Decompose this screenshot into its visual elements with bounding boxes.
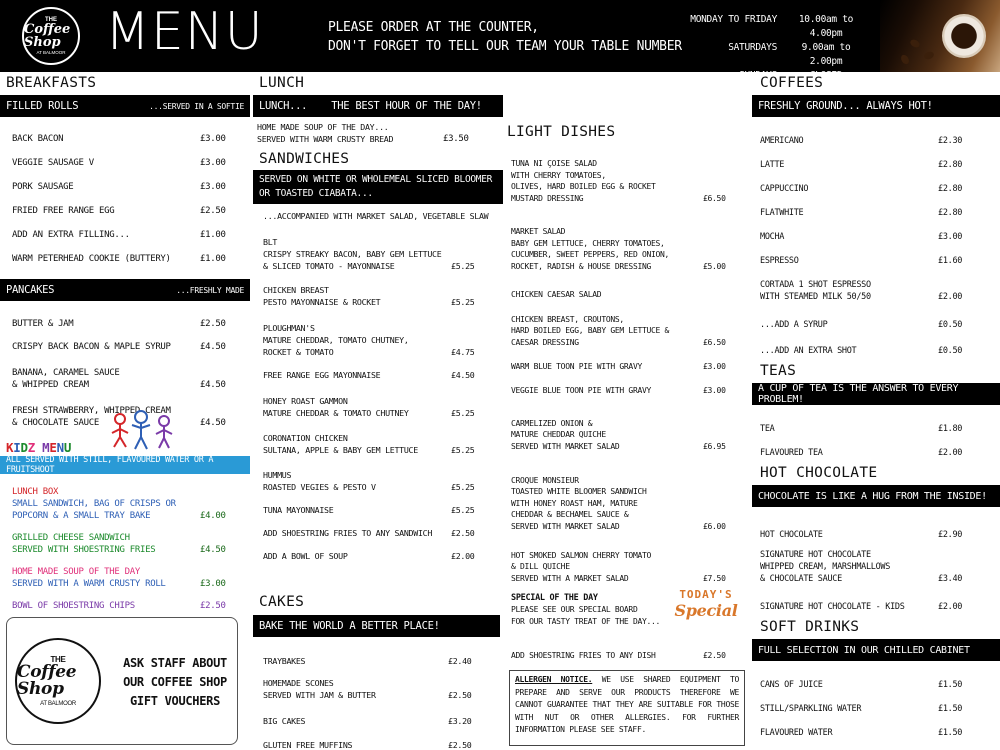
teas-bar (752, 383, 1000, 405)
menu-item (760, 147, 994, 171)
item-name: TUNA NI ÇOISE SALAD (511, 159, 597, 168)
item-name: CAPPUCCINO (760, 184, 809, 194)
menu-item (760, 267, 994, 303)
menu-item (760, 219, 994, 243)
item-name: TEA (760, 424, 775, 434)
bar-title: PANCAKES (6, 284, 55, 296)
bar-title: CHOCOLATE IS LIKE A HUG FROM THE INSIDE! (758, 490, 987, 502)
menu-item (6, 590, 244, 612)
sandwiches-list (253, 204, 503, 562)
item-name: CROQUE MONSIEUR (511, 475, 579, 485)
item-name: CORTADA 1 SHOT ESPRESSO (760, 280, 871, 290)
voucher-line: OUR COFFEE SHOP (123, 675, 227, 689)
lunch-bar (253, 95, 503, 117)
menu-item (257, 121, 497, 145)
sandwich-note: ...ACCOMPANIED WITH MARKET SALAD, VEGETABLE SLAW (263, 211, 489, 221)
bar-note: ...FRESHLY MADE (176, 285, 244, 295)
voucher-line: ASK STAFF ABOUT (123, 656, 227, 670)
menu-item (6, 330, 244, 353)
item-name: FREE RANGE EGG MAYONNAISE (263, 370, 381, 380)
item-price: £0.50 (938, 346, 963, 356)
item-price: £3.20 (448, 716, 472, 726)
item-desc: CUCUMBER, SWEET PEPPERS, RED ONION, (511, 250, 670, 259)
item-name: SIGNATURE HOT CHOCOLATE - KIDS (760, 602, 905, 612)
item-desc: BABY GEM LETTUCE, CHERRY TOMATOES, (511, 238, 665, 248)
order-instructions (328, 18, 682, 56)
item-name: ESPRESSO (760, 256, 799, 266)
item-price: £6.50 (703, 193, 726, 203)
column-lunch (253, 72, 503, 750)
menu-item (263, 272, 497, 308)
item-desc: MATURE CHEDDAR, TOMATO CHUTNEY, (263, 335, 409, 345)
bar-title: ALL SERVED WITH STILL, FLAVOURED WATER OR A FRUITSHOOT (6, 455, 214, 475)
menu-item (6, 193, 244, 217)
item-price: £2.90 (938, 530, 963, 540)
item-price: £5.25 (451, 297, 475, 307)
kidz-bar (0, 456, 250, 474)
section-title-hot-chocolate: HOT CHOCOLATE (760, 465, 878, 481)
item-name: BLT (263, 237, 278, 247)
menu-item (6, 556, 244, 590)
item-name: LUNCH BOX (12, 487, 59, 497)
item-name: GLUTEN FREE MUFFINS (263, 740, 353, 750)
hot-chocolate-list (752, 507, 1000, 613)
item-price: £1.60 (938, 256, 963, 266)
item-desc: & SLICED TOMATO - MAYONNAISE (263, 261, 395, 271)
item-name: HONEY ROAST GAMMON (263, 396, 348, 406)
special-of-the-day (511, 588, 749, 640)
soft-drinks-bar (752, 639, 1000, 661)
item-name: VEGGIE BLUE TOON PIE WITH GRAVY (511, 385, 652, 395)
item-desc: SULTANA, APPLE & BABY GEM LETTUCE (263, 445, 418, 455)
section-title-cakes: CAKES (259, 594, 305, 610)
menu-item (6, 217, 244, 241)
bar-title: SERVED ON WHITE OR WHOLEMEAL SLICED BLOOMER (259, 174, 493, 185)
menu-item (511, 406, 745, 452)
filled-rolls-bar (0, 95, 250, 117)
item-price: £1.50 (938, 728, 963, 738)
item-price: £4.00 (200, 511, 226, 521)
allergen-label: ALLERGEN NOTICE. (515, 675, 593, 684)
item-price: £2.80 (938, 208, 963, 218)
menu-item (760, 435, 994, 459)
sandwiches-bar (253, 170, 503, 204)
item-desc: SERVED WITH JAM & BUTTER (263, 690, 376, 700)
menu-item (263, 358, 497, 381)
menu-item (263, 419, 497, 456)
bar-title: OR TOASTED CIABATA... (259, 188, 373, 199)
item-name: BIG CAKES (263, 716, 306, 726)
hours-time: 9.00am to 2.00pm (801, 42, 851, 67)
item-desc: SERVED WITH MARKET SALAD (511, 441, 620, 451)
stick-figures-icon (108, 409, 178, 453)
item-price: £4.50 (200, 418, 226, 428)
item-price: £5.00 (703, 261, 726, 271)
menu-item (760, 303, 994, 331)
menu-item (263, 516, 497, 539)
hours-time: CLOSED (809, 70, 843, 81)
item-name: PORK SAUSAGE (12, 182, 74, 192)
menu-item (263, 701, 494, 727)
item-name: BANANA, CARAMEL SAUCE (12, 368, 120, 378)
item-name: ADD SHOESTRING FRIES TO ANY SANDWICH (263, 528, 433, 538)
item-name: WARM PETERHEAD COOKIE (BUTTERY) (12, 254, 171, 264)
item-price: £4.50 (200, 342, 226, 352)
menu-item (760, 243, 994, 267)
hours-day: SUNDAYS (739, 70, 777, 81)
item-name: CORONATION CHICKEN (263, 433, 348, 443)
item-desc: ROCKET, RADISH & HOUSE DRESSING (511, 261, 652, 271)
page-title: MENU (105, 2, 264, 62)
item-name: CHICKEN BREAST, CROUTONS, (511, 314, 624, 324)
item-name: HOME MADE SOUP OF THE DAY (12, 567, 140, 577)
bar-note: ...SERVED IN A SOFTIE (149, 101, 244, 111)
item-price: £5.25 (451, 445, 475, 455)
section-title-sandwiches: SANDWICHES (259, 151, 350, 167)
item-price: £4.50 (200, 380, 226, 390)
item-name: SIGNATURE HOT CHOCOLATE (760, 550, 871, 560)
menu-item (6, 480, 244, 522)
item-name: FLAVOURED WATER (760, 728, 833, 738)
menu-item (760, 411, 994, 435)
item-name: HOT SMOKED SALMON CHERRY TOMATO (511, 550, 652, 560)
item-price: £2.00 (938, 602, 963, 612)
item-name: VEGGIE SAUSAGE V (12, 158, 94, 168)
item-desc: CHEDDAR & BECHAMEL SAUCE & (511, 510, 629, 519)
item-price: £2.50 (448, 690, 472, 700)
menu-item (6, 241, 244, 265)
filled-rolls-list (0, 117, 250, 265)
bar-title: FULL SELECTION IN OUR CHILLED CABINET (758, 644, 970, 656)
item-price: £4.75 (451, 347, 475, 357)
special-desc: PLEASE SEE OUR SPECIAL BOARD (511, 605, 638, 614)
column-breakfasts (0, 72, 250, 708)
item-desc: & CHOCOLATE SAUCE (760, 574, 842, 584)
cakes-bar (253, 615, 500, 637)
item-desc: POPCORN & A SMALL TRAY BAKE (12, 511, 151, 521)
item-price: £0.50 (938, 320, 963, 330)
menu-item (760, 715, 994, 739)
item-price: £2.80 (938, 184, 963, 194)
item-price: £1.00 (200, 254, 226, 264)
item-price: £2.00 (451, 551, 475, 561)
item-price: £2.30 (938, 136, 963, 146)
item-desc: MUSTARD DRESSING (511, 193, 584, 203)
menu-item (760, 171, 994, 195)
coffee-shop-logo (22, 7, 80, 65)
item-name: FRESH STRAWBERRY, WHIPPED CREAM (12, 406, 171, 416)
badge-bottom: Special (674, 601, 738, 620)
menu-item (6, 145, 244, 169)
item-price: £4.50 (200, 545, 226, 555)
section-title-breakfasts: BREAKFASTS (6, 75, 97, 91)
item-price: £5.25 (451, 482, 475, 492)
item-name: MOCHA (760, 232, 785, 242)
menu-item (511, 274, 745, 300)
menu-item (760, 691, 994, 715)
menu-item (263, 493, 497, 516)
bar-title: BAKE THE WORLD A BETTER PLACE! (259, 620, 440, 632)
order-line-2: DON'T FORGET TO TELL OUR TEAM YOUR TABLE NUMBER (328, 39, 682, 54)
item-name: FRIED FREE RANGE EGG (12, 206, 115, 216)
item-desc: MATURE CHEDDAR QUICHE (511, 430, 606, 439)
lunch-list (253, 117, 503, 145)
item-price: £1.50 (938, 680, 963, 690)
menu-item (511, 466, 745, 532)
item-name: TRAYBAKES (263, 656, 306, 666)
menu-item (263, 230, 497, 272)
badge-top: TODAY'S (679, 588, 733, 601)
item-name: ...ADD AN EXTRA SHOT (760, 346, 857, 356)
special-title: SPECIAL OF THE DAY (511, 593, 598, 603)
item-price: £2.50 (703, 651, 726, 660)
item-price: £3.00 (200, 158, 226, 168)
menu-item (760, 331, 994, 357)
item-name: BOWL OF SHOESTRING CHIPS (12, 601, 135, 611)
menu-item (760, 195, 994, 219)
menu-item (760, 541, 994, 585)
menu-item (263, 539, 497, 562)
menu-item (263, 381, 497, 419)
teas-list (752, 405, 1000, 459)
item-name: HOT CHOCOLATE (760, 530, 823, 540)
item-name: CHICKEN BREAST (263, 285, 329, 295)
item-price: £6.00 (703, 521, 726, 531)
light-dishes-list (503, 146, 753, 584)
item-price: £2.00 (938, 292, 963, 302)
hours-time: 10.00am to 4.00pm (798, 14, 854, 39)
item-name: CRISPY BACK BACON & MAPLE SYRUP (12, 342, 171, 352)
item-name: PLOUGHMAN'S (263, 323, 315, 333)
menu-header (0, 0, 1000, 81)
menu-item (263, 456, 497, 493)
order-line-1: PLEASE ORDER AT THE COUNTER, (328, 20, 539, 35)
item-desc: & DILL QUICHE (511, 562, 570, 571)
item-name: WARM BLUE TOON PIE WITH GRAVY (511, 361, 642, 371)
item-desc: CAESAR DRESSING (511, 337, 579, 347)
coffees-bar (752, 95, 1000, 117)
item-name: TUNA MAYONNAISE (263, 505, 334, 515)
item-name: STILL/SPARKLING WATER (760, 704, 862, 714)
menu-item (6, 121, 244, 145)
item-desc: WHIPPED CREAM, MARSHMALLOWS (760, 562, 891, 572)
item-price: £7.50 (703, 573, 726, 583)
menu-item (760, 667, 994, 691)
item-name: CHICKEN CAESAR SALAD (511, 289, 602, 299)
item-price: £1.00 (200, 230, 226, 240)
item-name: HOME MADE SOUP OF THE DAY... (257, 122, 389, 132)
item-price: £3.00 (200, 134, 226, 144)
item-price: £2.40 (448, 656, 472, 666)
item-name: FLATWHITE (760, 208, 804, 218)
item-name: MARKET SALAD (511, 227, 566, 236)
item-name: GRILLED CHEESE SANDWICH (12, 533, 130, 543)
kidz-header (0, 435, 250, 455)
menu-item (511, 372, 745, 396)
item-name: ...ADD A SYRUP (760, 320, 828, 330)
item-price: £5.25 (451, 505, 475, 515)
item-price: £3.00 (938, 232, 963, 242)
item-name: ADD SHOESTRING FRIES TO ANY DISH (511, 651, 656, 660)
item-price: £2.50 (200, 206, 226, 216)
item-desc: MATURE CHEDDAR & TOMATO CHUTNEY (263, 408, 409, 418)
menu-item (263, 308, 497, 358)
bar-title: LUNCH... THE BEST HOUR OF THE DAY! (259, 100, 482, 112)
item-name: CANS OF JUICE (760, 680, 823, 690)
item-price: £2.50 (448, 740, 472, 750)
menu-item (511, 348, 745, 372)
menu-item (511, 650, 745, 662)
menu-item (263, 727, 494, 750)
item-price: £2.00 (938, 448, 963, 458)
menu-item (760, 513, 994, 541)
column-light-dishes (503, 72, 753, 734)
item-price: £3.40 (938, 574, 963, 584)
item-name: HUMMUS (263, 470, 292, 480)
coffees-list (752, 117, 1000, 357)
item-price: £2.50 (200, 319, 226, 329)
item-name: FLAVOURED TEA (760, 448, 823, 458)
bar-title: FILLED ROLLS (6, 100, 79, 112)
menu-item (511, 146, 745, 204)
hot-chocolate-bar (752, 485, 1000, 507)
item-desc: SERVED WITH A MARKET SALAD (511, 573, 629, 583)
section-title-teas: TEAS (760, 363, 797, 379)
item-name: ADD AN EXTRA FILLING... (12, 230, 130, 240)
voucher-line: GIFT VOUCHERS (129, 694, 221, 708)
section-title-kidz: KIDZ MENU (6, 440, 72, 455)
coffee-cup-image (880, 0, 1000, 72)
logo-line-3: AT BALMOOR (36, 49, 66, 55)
column-drinks (752, 72, 1000, 739)
item-desc: SERVED WITH A WARM CRUSTY ROLL (12, 579, 166, 589)
item-price: £6.50 (703, 337, 726, 347)
item-name: BUTTER & JAM (12, 319, 74, 329)
menu-item (760, 585, 994, 613)
gift-voucher-box (6, 617, 238, 745)
menu-item (6, 307, 244, 330)
todays-special-badge (673, 588, 739, 634)
bar-title: A CUP OF TEA IS THE ANSWER TO EVERY PROBLEM! (758, 383, 959, 405)
item-desc: TOASTED WHITE BLOOMER SANDWICH (511, 487, 647, 496)
menu-item (6, 353, 244, 391)
item-desc: & CHOCOLATE SAUCE (12, 418, 100, 428)
item-price: £5.25 (451, 408, 475, 418)
logo-line-2: Coffee Shop (17, 661, 77, 699)
item-desc: WITH HONEY ROAST HAM, MATURE (511, 498, 638, 508)
cakes-list (253, 637, 500, 750)
item-name: BACK BACON (12, 134, 64, 144)
pancakes-bar (0, 279, 250, 301)
logo-line-1: THE (45, 16, 57, 23)
item-name: AMERICANO (760, 136, 804, 146)
soft-drinks-list (752, 661, 1000, 739)
item-price: £2.50 (200, 601, 226, 611)
menu-item (263, 643, 494, 667)
kidz-list (0, 474, 250, 612)
item-desc: ROCKET & TOMATO (263, 347, 334, 357)
item-name: HOMEMADE SCONES (263, 678, 334, 688)
hours-row (690, 13, 867, 41)
allergen-text: WE USE SHARED EQUIPMENT TO PREPARE AND SERVE OUR PRODUCTS THEREFORE WE CANNOT GUARANTEE THAT THEY ARE SUITABLE FOR THOSE WITH NUT OR OTHER ALLERGIES. FOR FURTHER INFORMATION PLEASE SEE STAFF. (515, 675, 739, 734)
item-desc: SMALL SANDWICH, BAG OF CRISPS OR (12, 499, 176, 509)
item-price: £3.00 (200, 182, 226, 192)
item-desc: SERVED WITH SHOESTRING FRIES (12, 545, 156, 555)
bar-title: FRESHLY GROUND... ALWAYS HOT! (758, 100, 933, 112)
menu-item (6, 169, 244, 193)
item-price: £5.25 (451, 261, 475, 271)
item-desc: SERVED WITH WARM CRUSTY BREAD (257, 134, 394, 144)
item-name: ADD A BOWL OF SOUP (263, 551, 348, 561)
item-desc: ROASTED VEGIES & PESTO V (263, 482, 376, 492)
coffee-shop-logo (15, 638, 101, 724)
item-price: £1.80 (938, 424, 963, 434)
item-price: £3.50 (443, 134, 469, 144)
section-title-soft-drinks: SOFT DRINKS (760, 619, 860, 635)
hours-day: MONDAY TO FRIDAY (690, 14, 777, 25)
item-desc: WITH STEAMED MILK 50/50 (760, 292, 871, 302)
menu-item (6, 522, 244, 556)
menu-item (760, 123, 994, 147)
voucher-text (113, 654, 237, 711)
allergen-notice (509, 670, 745, 746)
logo-line-3: AT BALMOOR (40, 700, 76, 707)
item-price: £3.00 (200, 579, 226, 589)
item-price: £3.00 (703, 361, 726, 371)
item-price: £2.80 (938, 160, 963, 170)
item-name: CARMELIZED ONION & (511, 418, 593, 428)
logo-line-2: Coffee Shop (24, 21, 71, 50)
item-desc: SERVED WITH MARKET SALAD (511, 521, 620, 531)
item-desc: PESTO MAYONNAISE & ROCKET (263, 297, 381, 307)
item-desc: CRISPY STREAKY BACON, BABY GEM LETTUCE (263, 249, 442, 259)
special-desc: FOR OUR TASTY TREAT OF THE DAY... (511, 616, 661, 626)
hours-day: SATURDAYS (728, 42, 777, 53)
item-price: £2.50 (451, 528, 475, 538)
item-price: £6.95 (703, 441, 726, 451)
menu-item (511, 542, 745, 584)
section-title-light-dishes: LIGHT DISHES (507, 124, 616, 140)
logo-line-1: THE (50, 654, 66, 664)
menu-item (263, 667, 494, 701)
hours-row (690, 41, 867, 69)
section-title-coffees: COFFEES (760, 75, 824, 91)
menu-item (511, 214, 745, 272)
item-price: £1.50 (938, 704, 963, 714)
item-desc: HARD BOILED EGG, BABY GEM LETTUCE & (511, 326, 670, 335)
item-name: LATTE (760, 160, 785, 170)
item-price: £3.00 (703, 385, 726, 395)
item-desc: OLIVES, HARD BOILED EGG & ROCKET (511, 182, 656, 191)
menu-item (511, 302, 745, 348)
item-desc: & WHIPPED CREAM (12, 380, 89, 390)
item-price: £4.50 (451, 370, 475, 380)
item-desc: WITH CHERRY TOMATOES, (511, 170, 606, 180)
section-title-lunch: LUNCH (259, 75, 305, 91)
